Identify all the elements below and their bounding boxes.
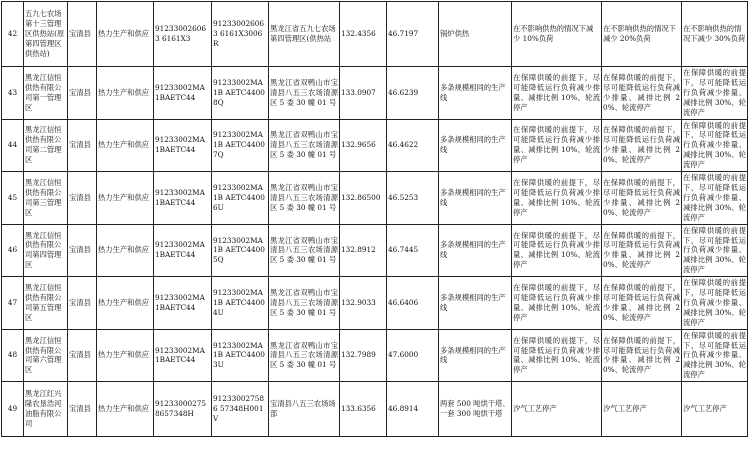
address-cell: 黑龙江省双鸭山市宝清县八五三农场清源区 5 委 30 幢 01 号 bbox=[269, 277, 340, 330]
latitude-cell: 46.7445 bbox=[387, 224, 439, 277]
permit-code-cell: 912330026063 6161X3006R bbox=[212, 2, 269, 67]
emission-control-table bbox=[1, 1, 748, 437]
measure-level-1-cell: 在保障供暖的前提下，尽可能降低运行负荷减少排量、减排比例 10%、轮流停产 bbox=[512, 119, 602, 172]
row-number-cell: 45 bbox=[2, 172, 24, 225]
permit-code-cell: 91233002MA1B AETC44003U bbox=[212, 329, 269, 382]
county-cell: 宝清县 bbox=[68, 2, 97, 67]
measure-level-2-cell: 在保障供暖的前提下，尽可能降低运行负荷减少排量、减排比例 20%、轮流停产 bbox=[602, 224, 682, 277]
address-cell: 黑龙江省双鸭山市宝清县八五三农场清源区 5 委 30 幢 01 号 bbox=[269, 119, 340, 172]
row-number-cell: 43 bbox=[2, 67, 24, 120]
latitude-cell: 46.5253 bbox=[387, 172, 439, 225]
measure-level-1-cell: 在保障供暖的前提下，尽可能降低运行负荷减少排量、减排比例 10%、轮流停产 bbox=[512, 224, 602, 277]
table-row bbox=[2, 224, 748, 277]
permit-code-cell: 91233002MA1B AETC44005Q bbox=[212, 224, 269, 277]
measure-level-1-cell: 在不影响供热的情况下减少 10%负荷 bbox=[512, 2, 602, 67]
longitude-cell: 133.6356 bbox=[340, 382, 387, 437]
row-number-cell: 44 bbox=[2, 119, 24, 172]
county-cell: 宝清县 bbox=[68, 224, 97, 277]
county-cell: 宝清县 bbox=[68, 172, 97, 225]
industry-cell: 热力生产和供应 bbox=[97, 119, 154, 172]
county-cell: 宝清县 bbox=[68, 329, 97, 382]
table-row bbox=[2, 382, 748, 437]
county-cell: 宝清县 bbox=[68, 277, 97, 330]
county-cell: 宝清县 bbox=[68, 67, 97, 120]
measure-level-3-cell: 在保障供暖的前提下，尽可能降低运行负荷减少排量、减排比例 30%、轮流停产 bbox=[682, 67, 748, 120]
company-name-cell: 黑龙江信恒供热有限公司第四管理区 bbox=[24, 224, 68, 277]
table-row bbox=[2, 277, 748, 330]
measure-level-2-cell: 在保障供暖的前提下，尽可能降低运行负荷减少排量、减排比例 20%、轮流停产 bbox=[602, 329, 682, 382]
credit-code-cell: 91233002MA 1BAETC44 bbox=[154, 67, 212, 120]
credit-code-cell: 912330026063 6161X3 bbox=[154, 2, 212, 67]
company-name-cell: 黑龙江信恒供热有限公司第三管理区 bbox=[24, 172, 68, 225]
company-name-cell: 黑龙江信恒供热有限公司第二管理区 bbox=[24, 119, 68, 172]
latitude-cell: 46.8914 bbox=[387, 382, 439, 437]
credit-code-cell: 91233002MA 1BAETC44 bbox=[154, 224, 212, 277]
credit-code-cell: 91233002MA 1BAETC44 bbox=[154, 277, 212, 330]
longitude-cell: 133.0907 bbox=[340, 67, 387, 120]
permit-code-cell: 91233002MA1B AETC44007Q bbox=[212, 119, 269, 172]
latitude-cell: 46.6239 bbox=[387, 67, 439, 120]
table-row bbox=[2, 2, 748, 67]
measure-level-1-cell: 在保障供暖的前提下，尽可能降低运行负荷减少排量、减排比例 10%、轮流停产 bbox=[512, 277, 602, 330]
permit-code-cell: 91233002MA1B AETC44008Q bbox=[212, 67, 269, 120]
process-cell: 两套 500 吨烘干塔、一套 300 吨烘干塔 bbox=[439, 382, 512, 437]
address-cell: 黑龙江省双鸭山市宝清县八五三农场清源区 5 委 30 幢 01 号 bbox=[269, 172, 340, 225]
row-number-cell: 47 bbox=[2, 277, 24, 330]
process-cell: 多条规模相同的生产线 bbox=[439, 67, 512, 120]
measure-level-3-cell: 在保障供暖的前提下，尽可能降低运行负荷减少排量、减排比例 30%、轮流停产 bbox=[682, 329, 748, 382]
industry-cell: 热力生产和供应 bbox=[97, 329, 154, 382]
longitude-cell: 132.8912 bbox=[340, 224, 387, 277]
address-cell: 宝清县八五三农场场部 bbox=[269, 382, 340, 437]
process-cell: 多条规模相同的生产线 bbox=[439, 224, 512, 277]
row-number-cell: 42 bbox=[2, 2, 24, 67]
measure-level-3-cell: 在保障供暖的前提下，尽可能降低运行负荷减少排量、减排比例 30%、轮流停产 bbox=[682, 224, 748, 277]
longitude-cell: 132.9656 bbox=[340, 119, 387, 172]
table-row bbox=[2, 119, 748, 172]
table-row bbox=[2, 67, 748, 120]
measure-level-3-cell: 在保障供暖的前提下，尽可能降低运行负荷减少排量、减排比例 30%、轮流停产 bbox=[682, 119, 748, 172]
table-row bbox=[2, 329, 748, 382]
measure-level-2-cell: 汐气工艺停产 bbox=[602, 382, 682, 437]
company-name-cell: 黑龙江红兴隆农垦浩河油脂有限公司 bbox=[24, 382, 68, 437]
company-name-cell: 黑龙江信恒供热有限公司第六管理区 bbox=[24, 329, 68, 382]
credit-code-cell: 91233002MA 1BAETC44 bbox=[154, 119, 212, 172]
latitude-cell: 46.6406 bbox=[387, 277, 439, 330]
industry-cell: 热力生产和供应 bbox=[97, 67, 154, 120]
industry-cell: 热力生产和供应 bbox=[97, 2, 154, 67]
measure-level-1-cell: 在保障供暖的前提下，尽可能降低运行负荷减少排量、减排比例 10%、轮流停产 bbox=[512, 67, 602, 120]
county-cell: 宝清县 bbox=[68, 382, 97, 437]
process-cell: 多条规模相同的生产线 bbox=[439, 329, 512, 382]
credit-code-cell: 91233002MA 1BAETC44 bbox=[154, 329, 212, 382]
row-number-cell: 48 bbox=[2, 329, 24, 382]
company-name-cell: 黑龙江信恒供热有限公司第一管理区 bbox=[24, 67, 68, 120]
measure-level-3-cell: 在保障供暖的前提下，尽可能降低运行负荷减少排量、减排比例 30%、轮流停产 bbox=[682, 277, 748, 330]
permit-code-cell: 91233002MA1B AETC44006U bbox=[212, 172, 269, 225]
permit-code-cell: 91233002MA1B AETC44004U bbox=[212, 277, 269, 330]
latitude-cell: 46.4622 bbox=[387, 119, 439, 172]
latitude-cell: 47.6000 bbox=[387, 329, 439, 382]
credit-code-cell: 91233002MA 1BAETC44 bbox=[154, 172, 212, 225]
company-name-cell: 黑龙江信恒供热有限公司第五管理区 bbox=[24, 277, 68, 330]
longitude-cell: 132.86500 bbox=[340, 172, 387, 225]
process-cell: 多条规模相同的生产线 bbox=[439, 119, 512, 172]
process-cell: 多条规模相同的生产线 bbox=[439, 277, 512, 330]
measure-level-2-cell: 在保障供暖的前提下，尽可能降低运行负荷减少排量、减排比例 20%、轮流停产 bbox=[602, 172, 682, 225]
industry-cell: 热力生产和供应 bbox=[97, 172, 154, 225]
latitude-cell: 46.7197 bbox=[387, 2, 439, 67]
address-cell: 黑龙江省双鸭山市宝清县八五三农场清源区 5 委 30 幢 01 号 bbox=[269, 329, 340, 382]
permit-code-cell: 912330027586 57348H001V bbox=[212, 382, 269, 437]
measure-level-3-cell: 在保障供暖的前提下，尽可能降低运行负荷减少排量、减排比例 30%、轮流停产 bbox=[682, 172, 748, 225]
measure-level-1-cell: 在保障供暖的前提下，尽可能降低运行负荷减少排量、减排比例 10%、轮流停产 bbox=[512, 172, 602, 225]
county-cell: 宝清县 bbox=[68, 119, 97, 172]
measure-level-2-cell: 在保障供暖的前提下，尽可能降低运行负荷减少排量、减排比例 20%、轮流停产 bbox=[602, 277, 682, 330]
address-cell: 黑龙江省双鸭山市宝清县八五三农场清源区 5 委 30 幢 01 号 bbox=[269, 67, 340, 120]
table-row bbox=[2, 172, 748, 225]
industry-cell: 热力生产和供应 bbox=[97, 224, 154, 277]
process-cell: 多条规模相同的生产线 bbox=[439, 172, 512, 225]
measure-level-2-cell: 在保障供暖的前提下，尽可能降低运行负荷减少排量、减排比例 20%、轮流停产 bbox=[602, 67, 682, 120]
company-name-cell: 五九七农场第十三管理区供热站(原第四管理区供热站) bbox=[24, 2, 68, 67]
measure-level-1-cell: 在保障供暖的前提下，尽可能降低运行负荷减少排量、减排比例 10%、轮流停产 bbox=[512, 329, 602, 382]
longitude-cell: 132.7989 bbox=[340, 329, 387, 382]
longitude-cell: 132.4356 bbox=[340, 2, 387, 67]
industry-cell: 热力生产和供应 bbox=[97, 382, 154, 437]
row-number-cell: 46 bbox=[2, 224, 24, 277]
measure-level-1-cell: 汐气工艺停产 bbox=[512, 382, 602, 437]
measure-level-2-cell: 在不影响供热的情况下减少 20%负荷 bbox=[602, 2, 682, 67]
industry-cell: 热力生产和供应 bbox=[97, 277, 154, 330]
row-number-cell: 49 bbox=[2, 382, 24, 437]
longitude-cell: 132.9033 bbox=[340, 277, 387, 330]
address-cell: 黑龙江省双鸭山市宝清县八五三农场清源区 5 委 30 幢 01 号 bbox=[269, 224, 340, 277]
credit-code-cell: 91233000275 8657348H bbox=[154, 382, 212, 437]
measure-level-2-cell: 在保障供暖的前提下，尽可能降低运行负荷减少排量、减排比例 20%、轮流停产 bbox=[602, 119, 682, 172]
address-cell: 黑龙江省五九七农场第四管理区(供热站 bbox=[269, 2, 340, 67]
process-cell: 锅炉供热 bbox=[439, 2, 512, 67]
measure-level-3-cell: 汐气工艺停产 bbox=[682, 382, 748, 437]
measure-level-3-cell: 在不影响供热的情况下减少 30%负荷 bbox=[682, 2, 748, 67]
